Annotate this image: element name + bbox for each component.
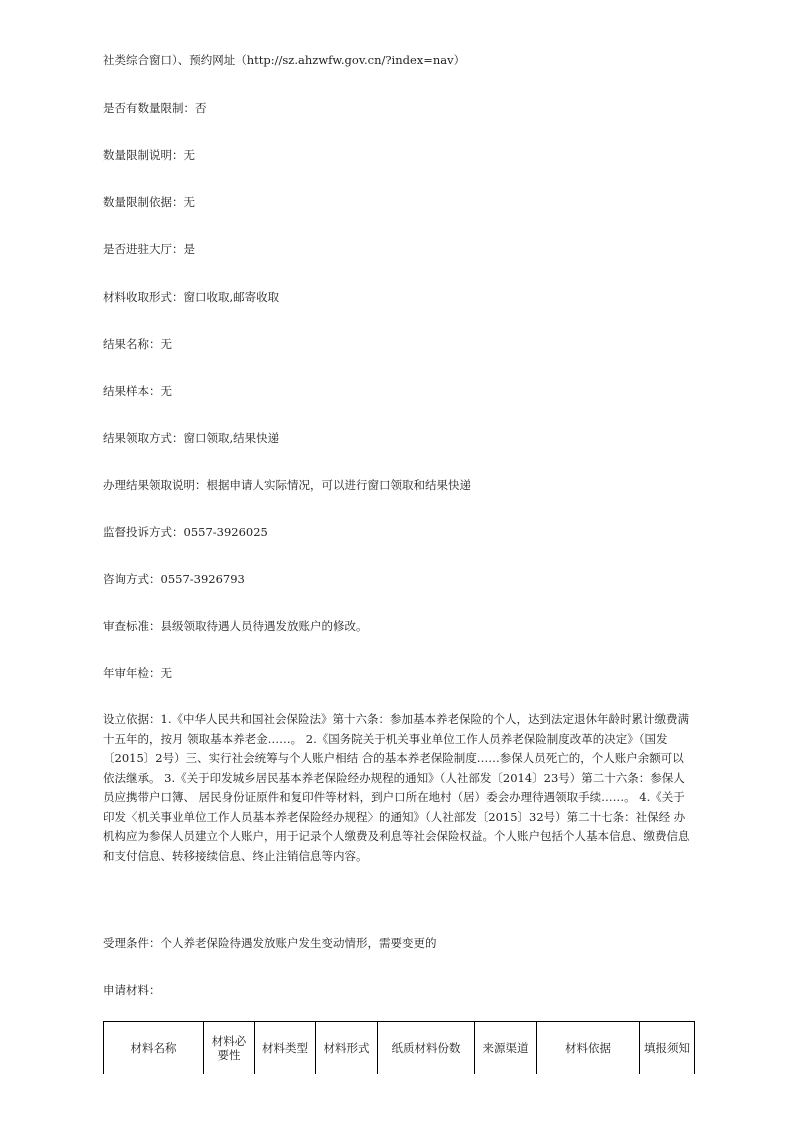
materials-header-cell: 材料必要性 [204, 1022, 255, 1075]
annual-review-line: 年审年检：无 [103, 666, 172, 680]
legal-basis-paragraph: 设立依据：1.《中华人民共和国社会保险法》第十六条：参加基本养老保险的个人，达到法定退休年龄时累计缴费满十五年的，按月 领取基本养老金……。 2.《国务院关于机关事业单位工作人员养老保险制度改革的决定》（国发〔2015〕2号）三、实行社会统筹与个人账户相结 合的基本养老保险制度……参保人员死亡的，个人账户余额可以依法继承。 3.《关于印发城乡居民基本养老保险经办规程的通知》（人社部发〔2014〕23号）第二十六条：参保人员应携带户口簿、 居民身份证原件和复印件等材料，到户口所在地村（居）委会办理待遇领取手续……。 4.《关于印发〈机关事业单位工作人员基本养老保险经办规程〉的通知》（人社部发〔2015〕32号）第二十七条：社保经 办机构应为参保人员建立个人账户，用于记录个人缴费及利息等社会保险权益。个人账户包括个人基本信息、缴费信息 和支付信息、转移接续信息、终止注销信息等内容。 [103, 712, 690, 863]
appointment-line: 社类综合窗口）、预约网址（http://sz.ahzwfw.gov.cn/?index=nav） [103, 53, 466, 67]
quantity-limit-basis-line: 数量限制依据：无 [103, 195, 195, 209]
materials-header-cell: 纸质材料份数 [378, 1022, 475, 1075]
acceptance-line: 受理条件：个人养老保险待遇发放账户发生变动情形，需要变更的 [103, 936, 437, 950]
materials-table [103, 1021, 695, 1074]
result-pickup-line: 结果领取方式：窗口领取,结果快递 [103, 431, 280, 445]
materials-header-cell: 材料形式 [316, 1022, 378, 1075]
materials-heading: 申请材料： [103, 983, 161, 997]
in-hall-line: 是否进驻大厅：是 [103, 242, 195, 256]
complaint-line: 监督投诉方式：0557-3926025 [103, 525, 268, 539]
result-pickup-desc-line: 办理结果领取说明：根据申请人实际情况，可以进行窗口领取和结果快递 [103, 478, 471, 492]
consult-line: 咨询方式：0557-3926793 [103, 572, 245, 586]
materials-header-cell: 材料名称 [104, 1022, 204, 1075]
material-collection-line: 材料收取形式：窗口收取,邮寄收取 [103, 290, 280, 304]
result-sample-line: 结果样本：无 [103, 384, 172, 398]
result-name-line: 结果名称：无 [103, 337, 172, 351]
materials-header-cell: 材料类型 [255, 1022, 316, 1075]
materials-header-cell: 来源渠道 [475, 1022, 537, 1075]
materials-header-cell: 材料依据 [537, 1022, 640, 1075]
materials-header-cell: 填报须知 [640, 1022, 695, 1075]
quantity-limit-desc-line: 数量限制说明：无 [103, 148, 195, 162]
review-standard-line: 审查标准：县级领取待遇人员待遇发放账户的修改。 [103, 619, 368, 633]
materials-table-header-row [104, 1022, 695, 1075]
quantity-limit-line: 是否有数量限制：否 [103, 101, 207, 115]
